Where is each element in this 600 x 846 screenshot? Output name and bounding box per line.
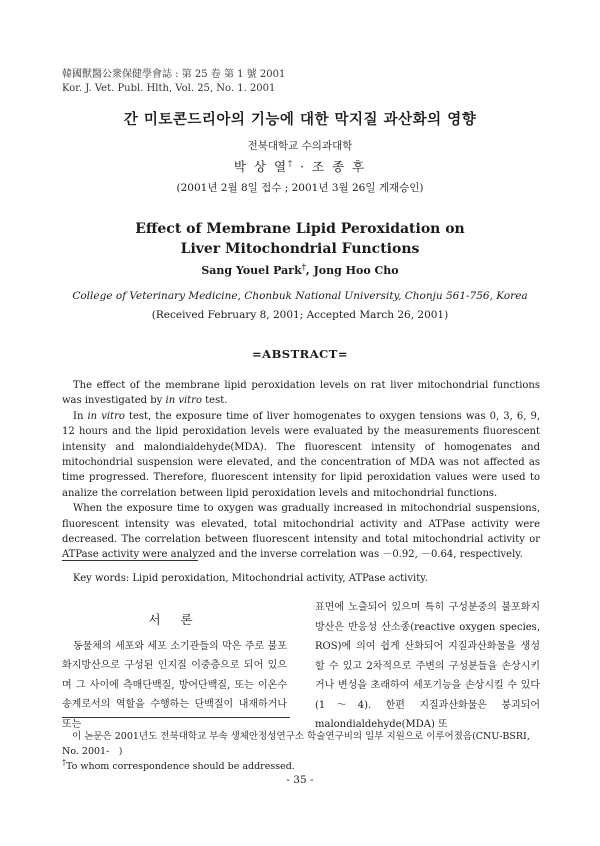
abstract-body (62, 378, 540, 563)
korean-authors (0, 157, 600, 175)
footnote-funding: 이 논문은 2001년도 전북대학교 부속 생체안정성연구소 학술연구비의 일부 지원으로 이루어졌음(CNU-BSRI, No. 2001- ) (62, 731, 530, 757)
keywords-label: Key words (73, 573, 126, 584)
abstract-paragraph-2 (62, 409, 540, 501)
abstract-text: In (73, 410, 88, 422)
intro-paragraph-right: 표면에 노출되어 있으며 특히 구성분중의 불포화지방산은 반응성 산소종(reactive oxygen species, ROS)에 의여 쉽게 산화되어 지질과산화물을 생성할 수 있고 2차적으로 주변의 구성분들을 손상시키거나 변성을 초래하여 세포기능을 손상시킬 수 있다(1～4). 한편 지질과산화물은 붕괴되어 malondialdehyde(MDA) 또 (315, 602, 540, 730)
abstract-text: test. (201, 395, 228, 407)
footnotes (62, 729, 540, 774)
keywords (73, 573, 428, 584)
intro-right-column (315, 598, 540, 735)
english-received-dates: (Received February 8, 2001; Accepted March 26, 2001) (151, 309, 449, 321)
abstract-divider (62, 560, 198, 561)
abstract-italic-term: in vitro (87, 410, 125, 422)
abstract-italic-term: in vitro (165, 395, 202, 407)
korean-affiliation: 전북대학교 수의과대학 (247, 140, 353, 152)
dagger-mark: † (301, 261, 306, 272)
intro-paragraph-left: 동물체의 세포와 세포 소기관들의 막은 주로 불포화지방산으로 구성된 인지질 이중층으로 되어 있으며 그 사이에 측매단백질, 방어단백질, 또는 이온수송계로서의 역할을 수행하는 단백질이 내재하거나 또는 (62, 640, 287, 730)
journal-citation-english: Kor. J. Vet. Publ. Hlth, Vol. 25, No. 1. 2001 (62, 83, 276, 94)
english-title-line-2: Liver Mitochondrial Functions (180, 241, 420, 257)
intro-left-column (62, 610, 287, 734)
dagger-mark: † (62, 757, 66, 767)
footnote-divider (62, 717, 290, 718)
english-title (0, 219, 600, 259)
keywords-text: : Lipid peroxidation, Mitochondrial activity, ATPase activity. (125, 573, 428, 584)
english-author-rest: , Jong Hoo Cho (305, 264, 399, 277)
abstract-paragraph-1 (62, 378, 540, 409)
korean-title: 간 미토콘드리아의 기능에 대한 막지질 과산화의 영향 (123, 111, 477, 128)
english-authors (0, 261, 600, 277)
section-heading-intro: 서 론 (148, 612, 201, 627)
english-affiliation: College of Veterinary Medicine, Chonbuk National University, Chonju 561-756, Korea (72, 290, 528, 302)
journal-citation-korean: 韓國獸醫公衆保健學會誌 : 第 25 卷 第 1 號 2001 (62, 69, 286, 80)
abstract-text: The effect of the membrane lipid peroxidation levels on rat liver mitochondrial functions was investigated by (62, 380, 540, 407)
author-separator: · (294, 159, 312, 174)
dagger-mark: † (288, 158, 295, 168)
korean-received-dates: (2001년 2월 8일 접수 ; 2001년 3월 26일 게재승인) (176, 182, 424, 194)
correspondence-text: To whom correspondence should be addressed. (66, 761, 295, 772)
page-number: - 35 - (286, 774, 314, 786)
korean-author-1: 박 상 열 (233, 159, 289, 174)
abstract-heading: =ABSTRACT= (252, 347, 348, 361)
english-author-1: Sang Youel Park (201, 264, 302, 277)
korean-author-2: 조 종 후 (311, 159, 367, 174)
english-title-line-1: Effect of Membrane Lipid Peroxidation on (135, 221, 465, 237)
footnote-correspondence (62, 759, 540, 774)
abstract-text: test, the exposure time of liver homogenates to oxygen tensions was 0, 3, 6, 9, 12 hours and the lipid peroxidation levels were evaluated by the measurements fluorescent intensity and malondialdehyde(MDA). The fluorescent intensity of homogenates and mitochondrial suspension were elevated, and the concentration of MDA was not affected as time progressed. Therefore, fluorescent intensity for lipid peroxidation values were used to analize the correlation between lipid peroxidation levels and mitochondrial functions. (62, 410, 541, 499)
abstract-paragraph-3: When the exposure time to oxygen was gradually increased in mitochondrial suspensions, fluorescent intensity was elevated, total mitochondrial activity and ATPase activity were decreased. The correlation between fluorescent intensity and total mitochondrial activity or ATPase activity were analyzed and the inverse correlation was －0.92, －0.64, respectively. (62, 503, 540, 561)
journal-header (62, 68, 285, 96)
